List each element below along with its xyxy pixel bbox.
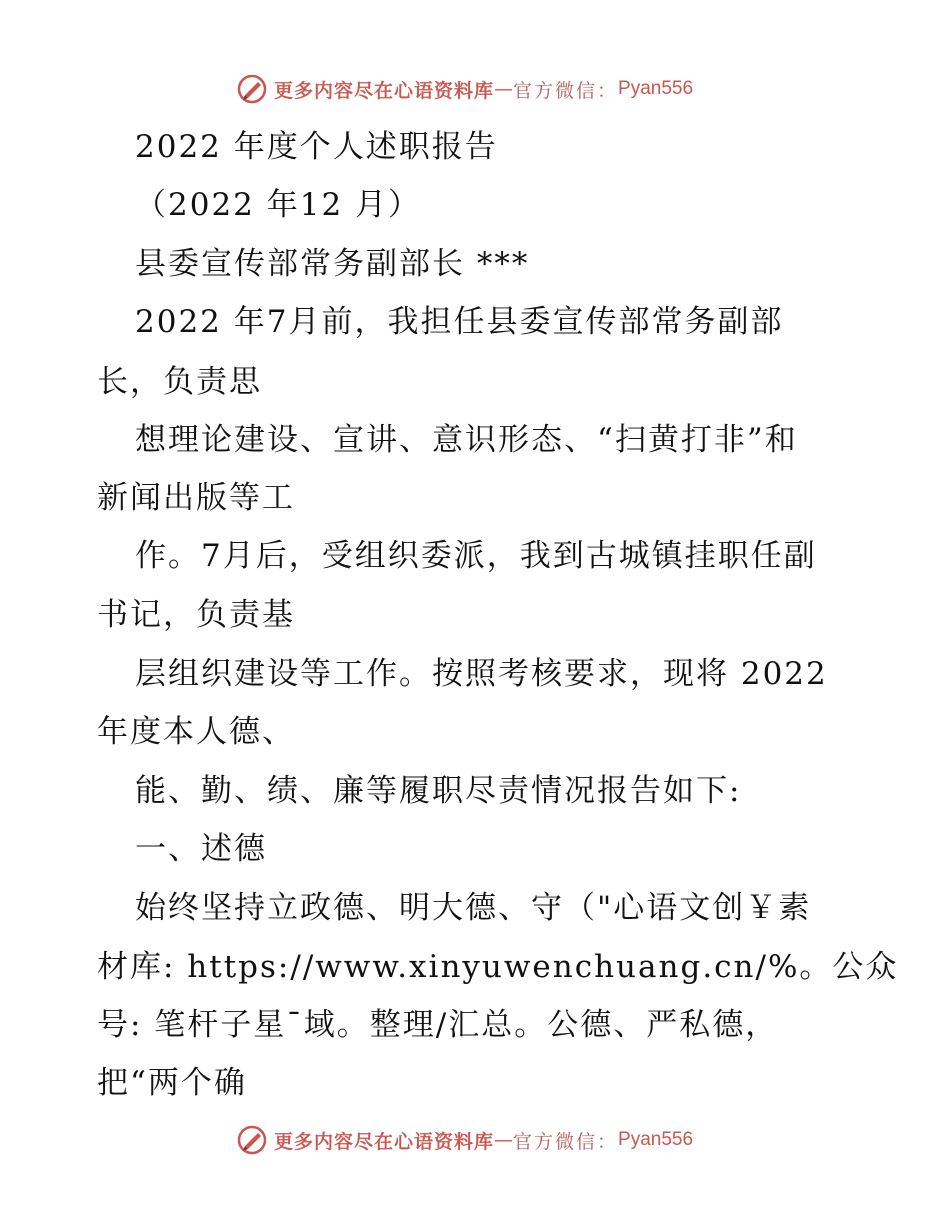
doc-line: 号: 笔杆子星¯域。整理/汇总。公德、严私德，: [97, 1007, 779, 1043]
watermark-official-label: 官方微信：: [513, 1130, 619, 1153]
doc-line: 能、勤、绩、廉等履职尽责情况报告如下:: [135, 773, 742, 809]
header-watermark: [236, 72, 693, 106]
pen-logo-icon: [236, 1124, 268, 1156]
section-heading: 一、述德: [135, 831, 267, 867]
doc-line: 层组织建设等工作。按照考核要求，现将 2022: [135, 656, 828, 692]
doc-line: 新闻出版等工: [97, 480, 295, 516]
watermark-brand: 更多内容尽在心语资料库: [274, 79, 495, 102]
watermark-brand: 更多内容尽在心语资料库: [274, 1130, 495, 1153]
doc-line: 想理论建设、宣讲、意识形态、“扫黄打非”和: [135, 422, 798, 458]
doc-line: 年度本人德、: [97, 714, 295, 750]
doc-line: 作。7月后，受组织委派，我到古城镇挂职任副: [135, 538, 817, 574]
doc-line: 始终坚持立政德、明大德、守（"心语文创￥素: [135, 890, 812, 926]
watermark-wechat-handle: Pyan556: [618, 1129, 694, 1150]
doc-date: （2022 年12 月）: [135, 187, 422, 223]
doc-line: 材库: https://www.xinyuwenchuang.cn/%。公众: [97, 949, 899, 985]
doc-line: 把“两个确: [97, 1065, 247, 1101]
watermark-wechat-handle: Pyan556: [618, 78, 694, 99]
pen-logo-icon: [236, 73, 268, 105]
footer-watermark: [236, 1123, 693, 1157]
watermark-dash: —: [494, 1129, 514, 1151]
doc-line: 长，负责思: [97, 364, 262, 400]
doc-line: 2022 年7月前，我担任县委宣传部常务副部: [135, 304, 784, 340]
doc-line: 书记，负责基: [97, 597, 295, 633]
doc-author: 县委宣传部常务副部长 ***: [135, 246, 530, 282]
doc-title: 2022 年度个人述职报告: [135, 129, 498, 165]
watermark-official-label: 官方微信：: [513, 79, 619, 102]
watermark-dash: —: [494, 78, 514, 100]
